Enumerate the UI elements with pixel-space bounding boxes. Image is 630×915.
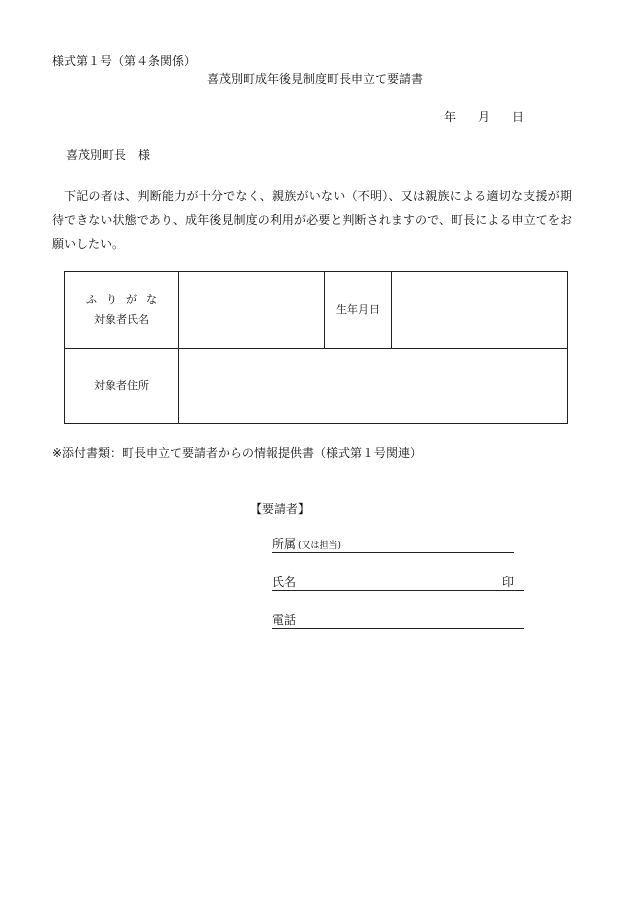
subject-name-field[interactable] [179, 272, 325, 349]
form-number: 様式第１号（第４条関係） [52, 54, 197, 68]
phone-label: 電話 [272, 613, 297, 627]
address-field[interactable] [179, 349, 568, 424]
date-line [444, 108, 524, 125]
addressee: 喜茂別町長 様 [66, 148, 151, 162]
name-row [65, 272, 568, 349]
document-title: 喜茂別町成年後見制度町長申立て要請書 [206, 72, 423, 86]
requester-name-label: 氏名 [272, 575, 297, 589]
name-label-cell [65, 272, 179, 349]
affiliation-field[interactable] [272, 536, 514, 553]
requester-name-field[interactable] [272, 574, 524, 591]
seal-mark: 印 [501, 575, 514, 589]
furigana-label: ふりがな [86, 293, 166, 306]
phone-field[interactable] [272, 612, 524, 629]
affiliation-label: 所属 [272, 537, 297, 551]
day-label: 日 [512, 110, 525, 124]
year-label: 年 [444, 110, 457, 124]
address-row [65, 349, 568, 424]
attachment-note: ※添付書類：町長申立て要請者からの情報提供書（様式第１号関連） [52, 446, 423, 460]
subject-name-label: 対象者氏名 [94, 313, 149, 326]
dob-label: 生年月日 [325, 272, 392, 349]
address-label: 対象者住所 [65, 349, 179, 424]
month-label: 月 [478, 110, 491, 124]
affiliation-note: (又は担当) [298, 541, 342, 551]
request-body-text: 下記の者は、判断能力が十分でなく、親族がいない（不明）、又は親族による適切な支援が期待できない状態であり、成年後見制度の利用が必要と判断されますので、町長による申立てをお願いしたい。 [52, 189, 572, 251]
dob-field[interactable] [392, 272, 568, 349]
requester-heading: 【要請者】 [250, 502, 311, 516]
subject-info-table [64, 271, 568, 424]
